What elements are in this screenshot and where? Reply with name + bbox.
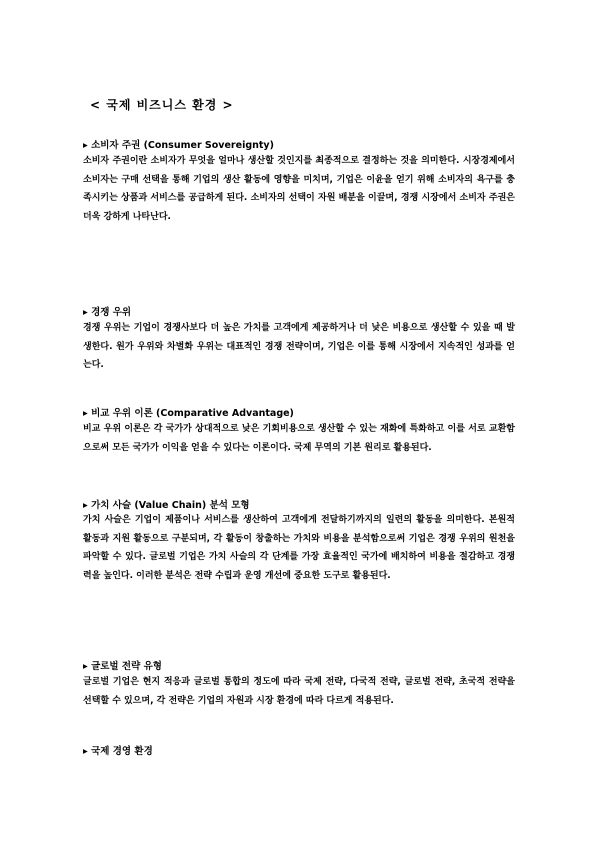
- page-title: < 국제 비즈니스 환경 >: [90, 98, 234, 112]
- section-body-global-strategy: 글로벌 기업은 현지 적응과 글로벌 통합의 정도에 따라 국제 전략, 다국적 전략, 글로벌 전략, 초국적 전략을 선택할 수 있으며, 각 전략은 기업의 자원과 시장 환경에 따라 다르게 적용된다.: [83, 677, 515, 706]
- section-heading-comparative-advantage: ▸ 비교 우위 이론 (Comparative Advantage): [83, 408, 294, 419]
- section-heading-consumer-sovereignty: ▸ 소비자 주권 (Consumer Sovereignty): [83, 140, 274, 151]
- section-heading-value-chain: ▸ 가치 사슬 (Value Chain) 분석 모형: [83, 500, 250, 511]
- section-heading-global-strategy: ▸ 글로벌 전략 유형: [83, 661, 162, 672]
- section-body-consumer-sovereignty: 소비자 주권이란 소비자가 무엇을 얼마나 생산할 것인지를 최종적으로 결정하는 것을 의미한다. 시장경제에서 소비자는 구매 선택을 통해 기업의 생산 활동에 영향을 미치며, 기업은 이윤을 얻기 위해 소비자의 욕구를 충족시키는 상품과 서비스를 공급하게 된다. 소비자의 선택이 자원 배분을 이끌며, 경쟁 시장에서 소비자 주권은 더욱 강하게 나타난다.: [83, 156, 515, 222]
- section-body-value-chain: 가치 사슬은 기업이 제품이나 서비스를 생산하여 고객에게 전달하기까지의 일련의 활동을 의미한다. 본원적 활동과 지원 활동으로 구분되며, 각 활동이 창출하는 가치와 비용을 분석함으로써 기업은 경쟁 우위의 원천을 파악할 수 있다. 글로벌 기업은 가치 사슬의 각 단계를 가장 효율적인 국가에 배치하여 비용을 절감하고 경쟁력을 높인다. 이러한 분석은 전략 수립과 운영 개선에 중요한 도구로 활용된다.: [83, 515, 515, 581]
- section-body-comparative-advantage: 비교 우위 이론은 각 국가가 상대적으로 낮은 기회비용으로 생산할 수 있는 재화에 특화하고 이를 서로 교환함으로써 모든 국가가 이익을 얻을 수 있다는 이론이다. 국제 무역의 기본 원리로 활용된다.: [83, 424, 515, 453]
- section-heading-competitive-advantage: ▸ 경쟁 우위: [83, 307, 132, 318]
- section-heading-international-environment: ▸ 국제 경영 환경: [83, 746, 153, 757]
- section-body-competitive-advantage: 경쟁 우위는 기업이 경쟁사보다 더 높은 가치를 고객에게 제공하거나 더 낮은 비용으로 생산할 수 있을 때 발생한다. 원가 우위와 차별화 우위는 대표적인 경쟁 전략이며, 기업은 이를 통해 시장에서 지속적인 성과를 얻는다.: [83, 323, 515, 370]
